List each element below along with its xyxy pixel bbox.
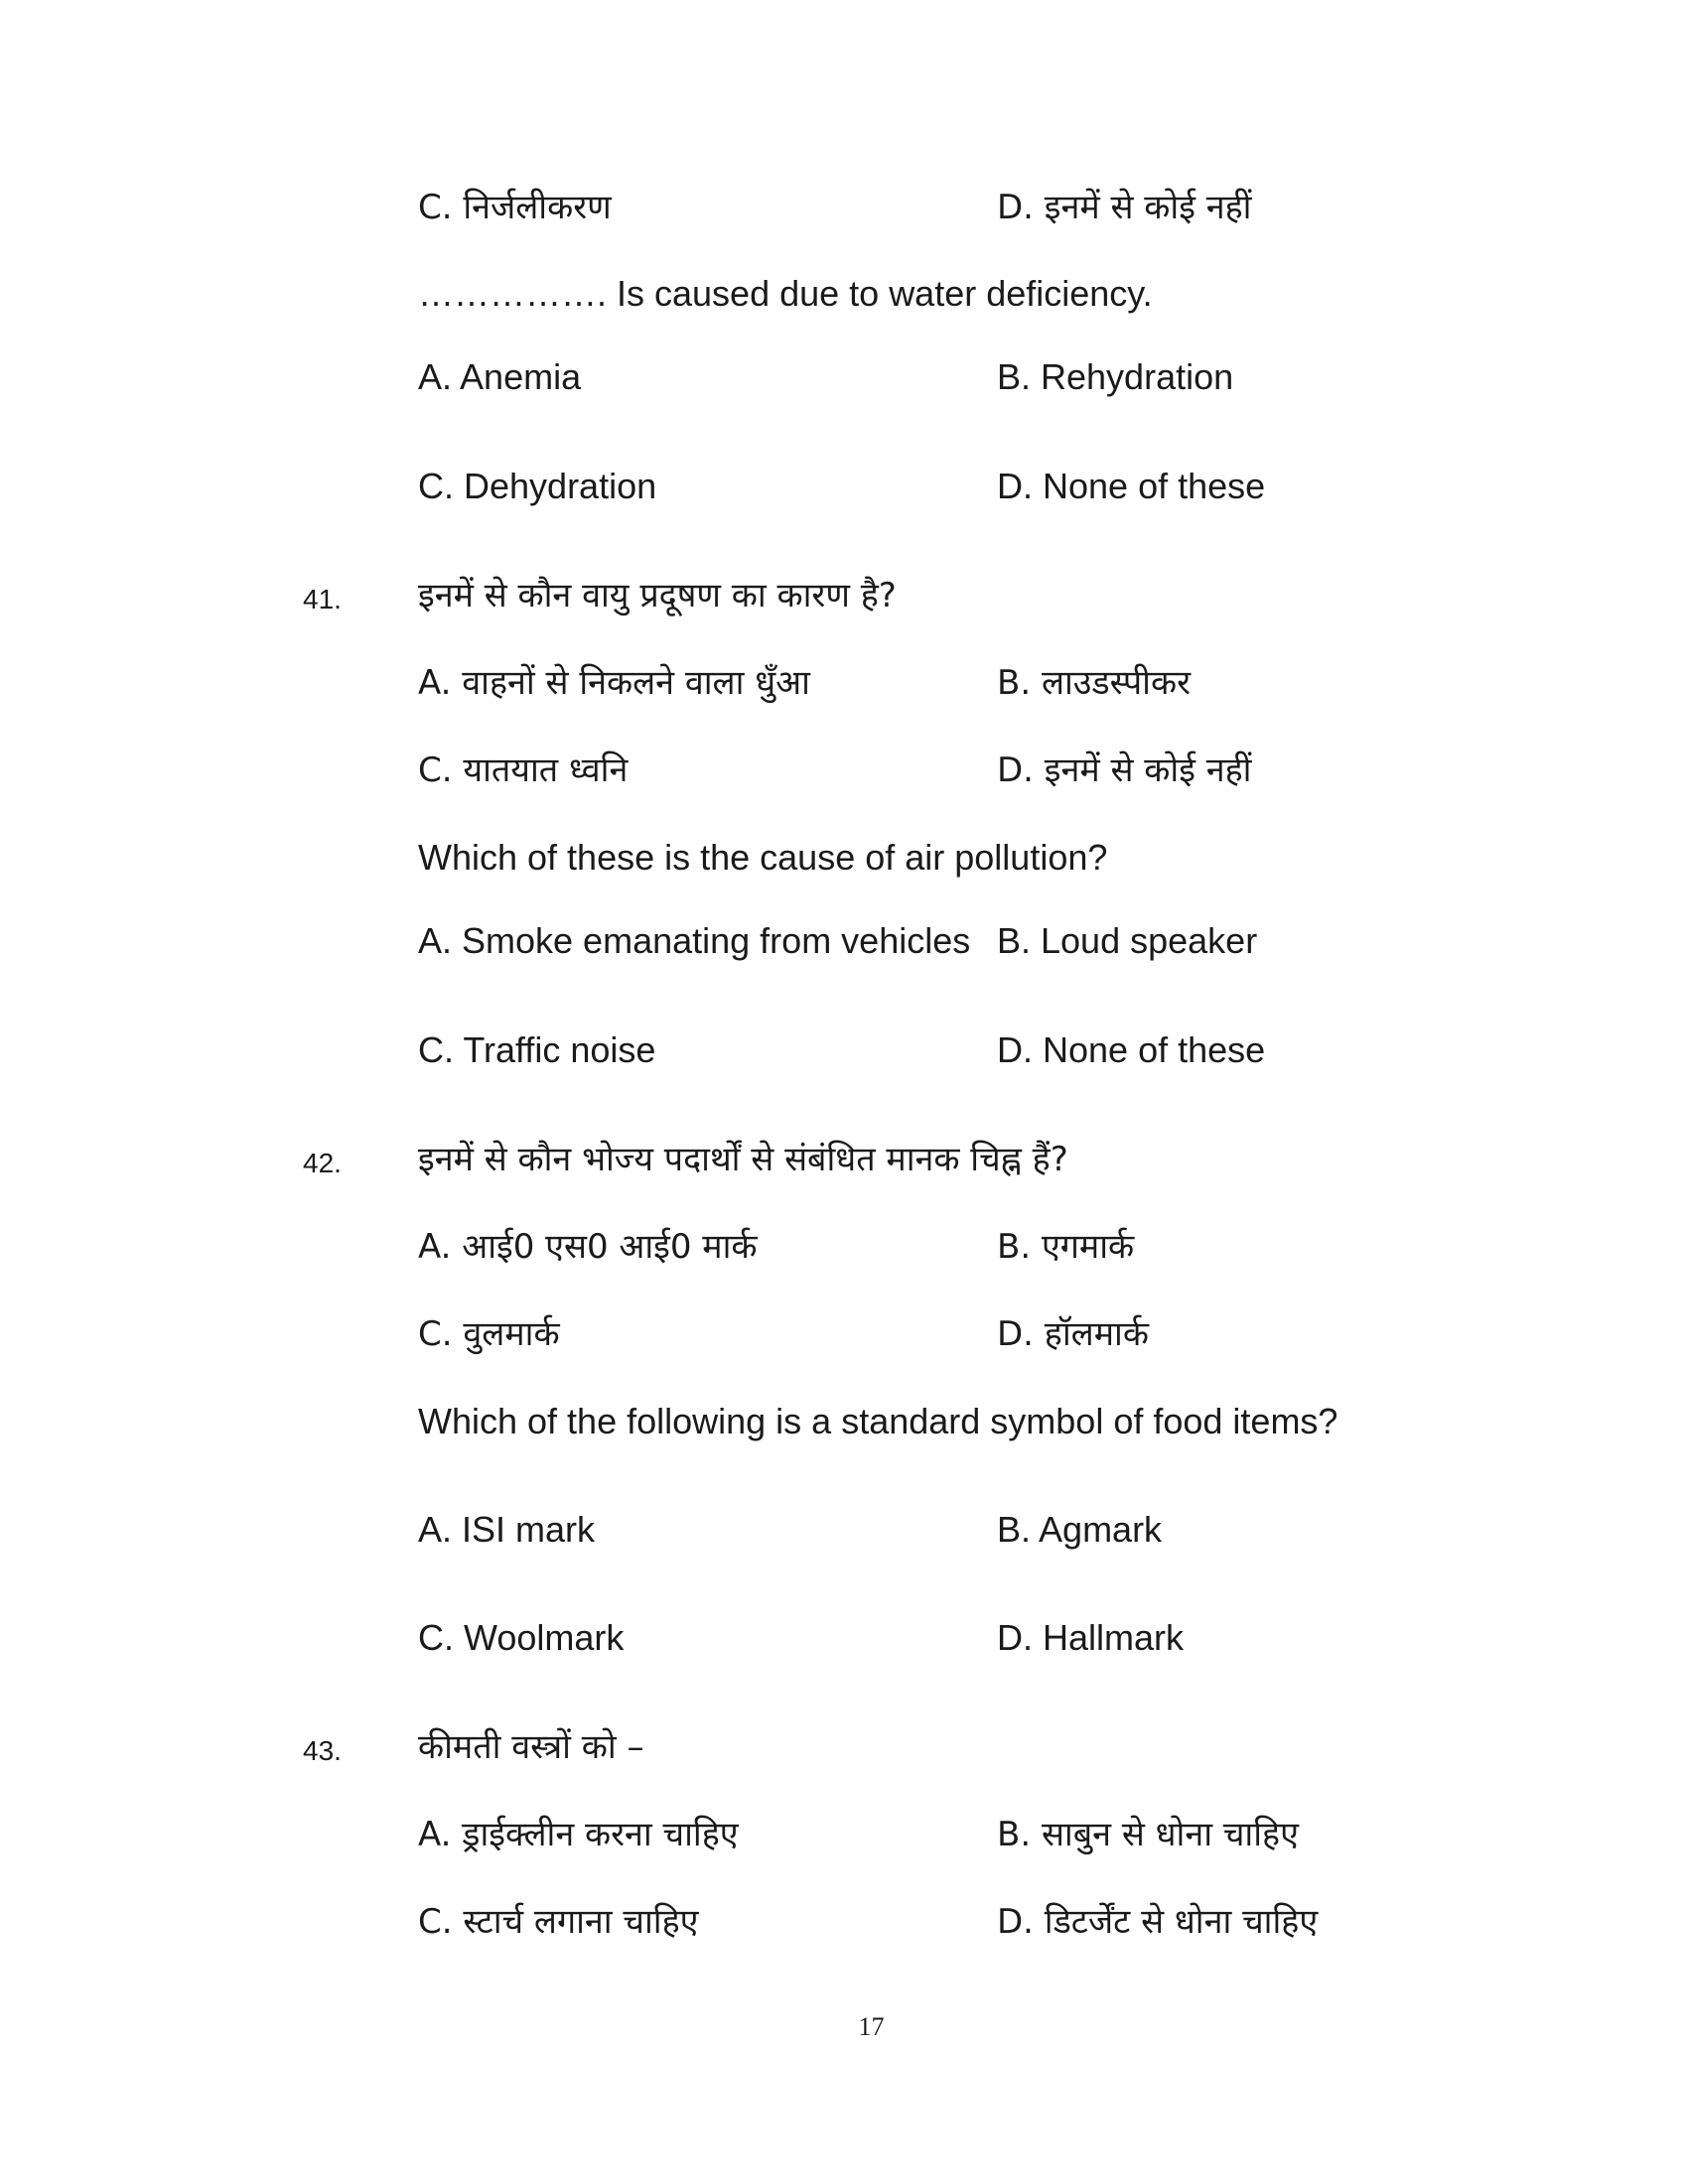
question-number-41: 41. — [303, 584, 342, 614]
q42-hi-option-c: C. वुलमार्क — [418, 1314, 560, 1354]
q41-en-option-b: B. Loud speaker — [997, 920, 1258, 961]
q43-hi-option-b: B. साबुन से धोना चाहिए — [997, 1815, 1299, 1854]
q43-hi-option-a: A. ड्राईक्लीन करना चाहिए — [418, 1815, 739, 1854]
top-hi-option-c: C. निर्जलीकरण — [418, 188, 612, 227]
q43-hi-question: कीमती वस्त्रों को – — [418, 1727, 644, 1767]
q41-hi-option-c: C. यातयात ध्वनि — [418, 751, 629, 790]
q42-hi-option-b: B. एगमार्क — [997, 1227, 1135, 1267]
q42-hi-option-a: A. आई0 एस0 आई0 मार्क — [418, 1227, 758, 1267]
q42-en-option-d: D. Hallmark — [997, 1617, 1185, 1658]
top-en-option-a: A. Anemia — [418, 356, 582, 397]
q41-hi-option-a: A. वाहनों से निकलने वाला धुँआ — [418, 663, 810, 703]
question-number-42: 42. — [303, 1148, 342, 1178]
q41-en-question: Which of these is the cause of air pollution? — [418, 837, 1108, 878]
q42-hi-option-d: D. हॉलमार्क — [997, 1314, 1149, 1354]
q42-en-question: Which of the following is a standard symbol of food items? — [418, 1401, 1338, 1441]
q41-hi-option-b: B. लाउडस्पीकर — [997, 663, 1191, 703]
q41-hi-question: इनमें से कौन वायु प्रदूषण का कारण है? — [418, 576, 897, 615]
top-en-question: ……………. Is caused due to water deficiency. — [418, 273, 1153, 314]
q43-hi-option-d: D. डिटर्जेंट से धोना चाहिए — [997, 1902, 1319, 1942]
q42-hi-question: इनमें से कौन भोज्य पदार्थों से संबंधित मानक चिह्न हैं? — [418, 1140, 1068, 1179]
q41-en-option-a: A. Smoke emanating from vehicles — [418, 920, 971, 961]
question-number-43: 43. — [303, 1735, 342, 1766]
q42-en-option-a: A. ISI mark — [418, 1509, 596, 1550]
page-number: 17 — [858, 2012, 885, 2041]
q43-hi-option-c: C. स्टार्च लगाना चाहिए — [418, 1902, 699, 1942]
q41-en-option-d: D. None of these — [997, 1029, 1266, 1070]
q42-en-option-b: B. Agmark — [997, 1509, 1163, 1550]
top-hi-option-d: D. इनमें से कोई नहीं — [997, 188, 1252, 227]
top-en-option-c: C. Dehydration — [418, 466, 657, 506]
top-en-option-b: B. Rehydration — [997, 356, 1234, 397]
q42-en-option-c: C. Woolmark — [418, 1617, 625, 1658]
q41-en-option-c: C. Traffic noise — [418, 1029, 656, 1070]
top-en-option-d: D. None of these — [997, 466, 1266, 506]
q41-hi-option-d: D. इनमें से कोई नहीं — [997, 751, 1252, 790]
